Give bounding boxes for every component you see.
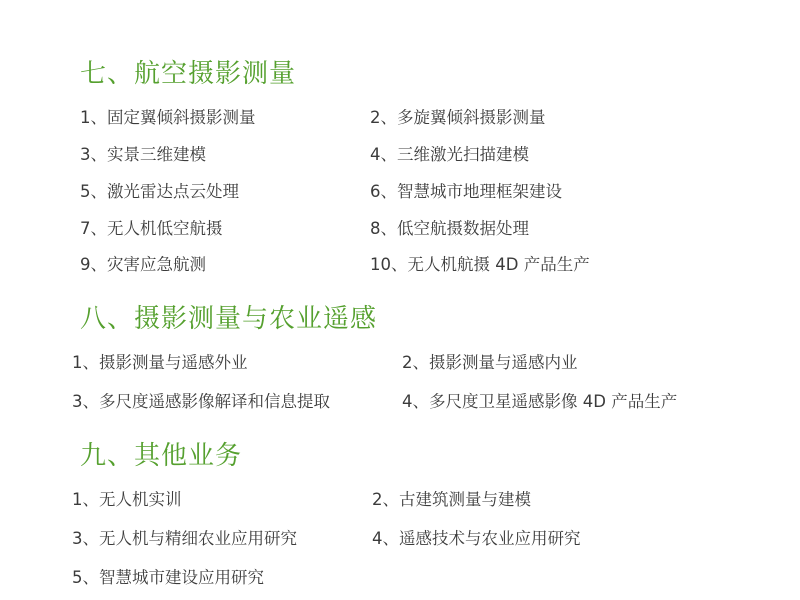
list-item: 1、固定翼倾斜摄影测量 bbox=[80, 107, 256, 127]
section-title: 八、摄影测量与农业遥感 bbox=[80, 304, 378, 335]
list-item: 4、三维激光扫描建模 bbox=[370, 144, 529, 164]
list-row bbox=[72, 566, 745, 590]
list-item: 4、遥感技术与农业应用研究 bbox=[372, 528, 581, 548]
list-item: 5、激光雷达点云处理 bbox=[80, 181, 239, 201]
list-item: 1、无人机实训 bbox=[72, 489, 182, 509]
list-item: 10、无人机航摄 4D 产品生产 bbox=[370, 255, 590, 275]
list-row bbox=[72, 106, 745, 130]
list-row bbox=[72, 351, 745, 375]
list-row bbox=[72, 180, 745, 204]
list-row bbox=[72, 217, 745, 241]
section-title: 七、航空摄影测量 bbox=[80, 59, 297, 89]
list-item: 2、摄影测量与遥感内业 bbox=[402, 353, 578, 373]
section-aerial-photogrammetry bbox=[72, 58, 745, 277]
list-item: 7、无人机低空航摄 bbox=[80, 218, 223, 238]
list-row bbox=[72, 390, 745, 414]
list-item: 3、实景三维建模 bbox=[80, 144, 206, 164]
list-item: 9、灾害应急航测 bbox=[80, 255, 206, 275]
list-item: 5、智慧城市建设应用研究 bbox=[72, 567, 264, 587]
section-other-business bbox=[72, 440, 745, 590]
list-item: 8、低空航摄数据处理 bbox=[370, 218, 529, 238]
list-item: 2、古建筑测量与建模 bbox=[372, 489, 531, 509]
section-photogrammetry-agriculture-remote-sensing bbox=[72, 303, 745, 414]
list-row bbox=[72, 527, 745, 551]
list-item: 4、多尺度卫星遥感影像 4D 产品生产 bbox=[402, 392, 678, 412]
list-row bbox=[72, 488, 745, 512]
list-item: 2、多旋翼倾斜摄影测量 bbox=[370, 107, 546, 127]
list-item: 3、无人机与精细农业应用研究 bbox=[72, 528, 297, 548]
list-item: 3、多尺度遥感影像解译和信息提取 bbox=[72, 392, 330, 412]
list-row bbox=[72, 143, 745, 167]
list-item: 6、智慧城市地理框架建设 bbox=[370, 181, 562, 201]
section-title: 九、其他业务 bbox=[80, 441, 243, 472]
list-row bbox=[72, 253, 745, 277]
list-item: 1、摄影测量与遥感外业 bbox=[72, 353, 248, 373]
